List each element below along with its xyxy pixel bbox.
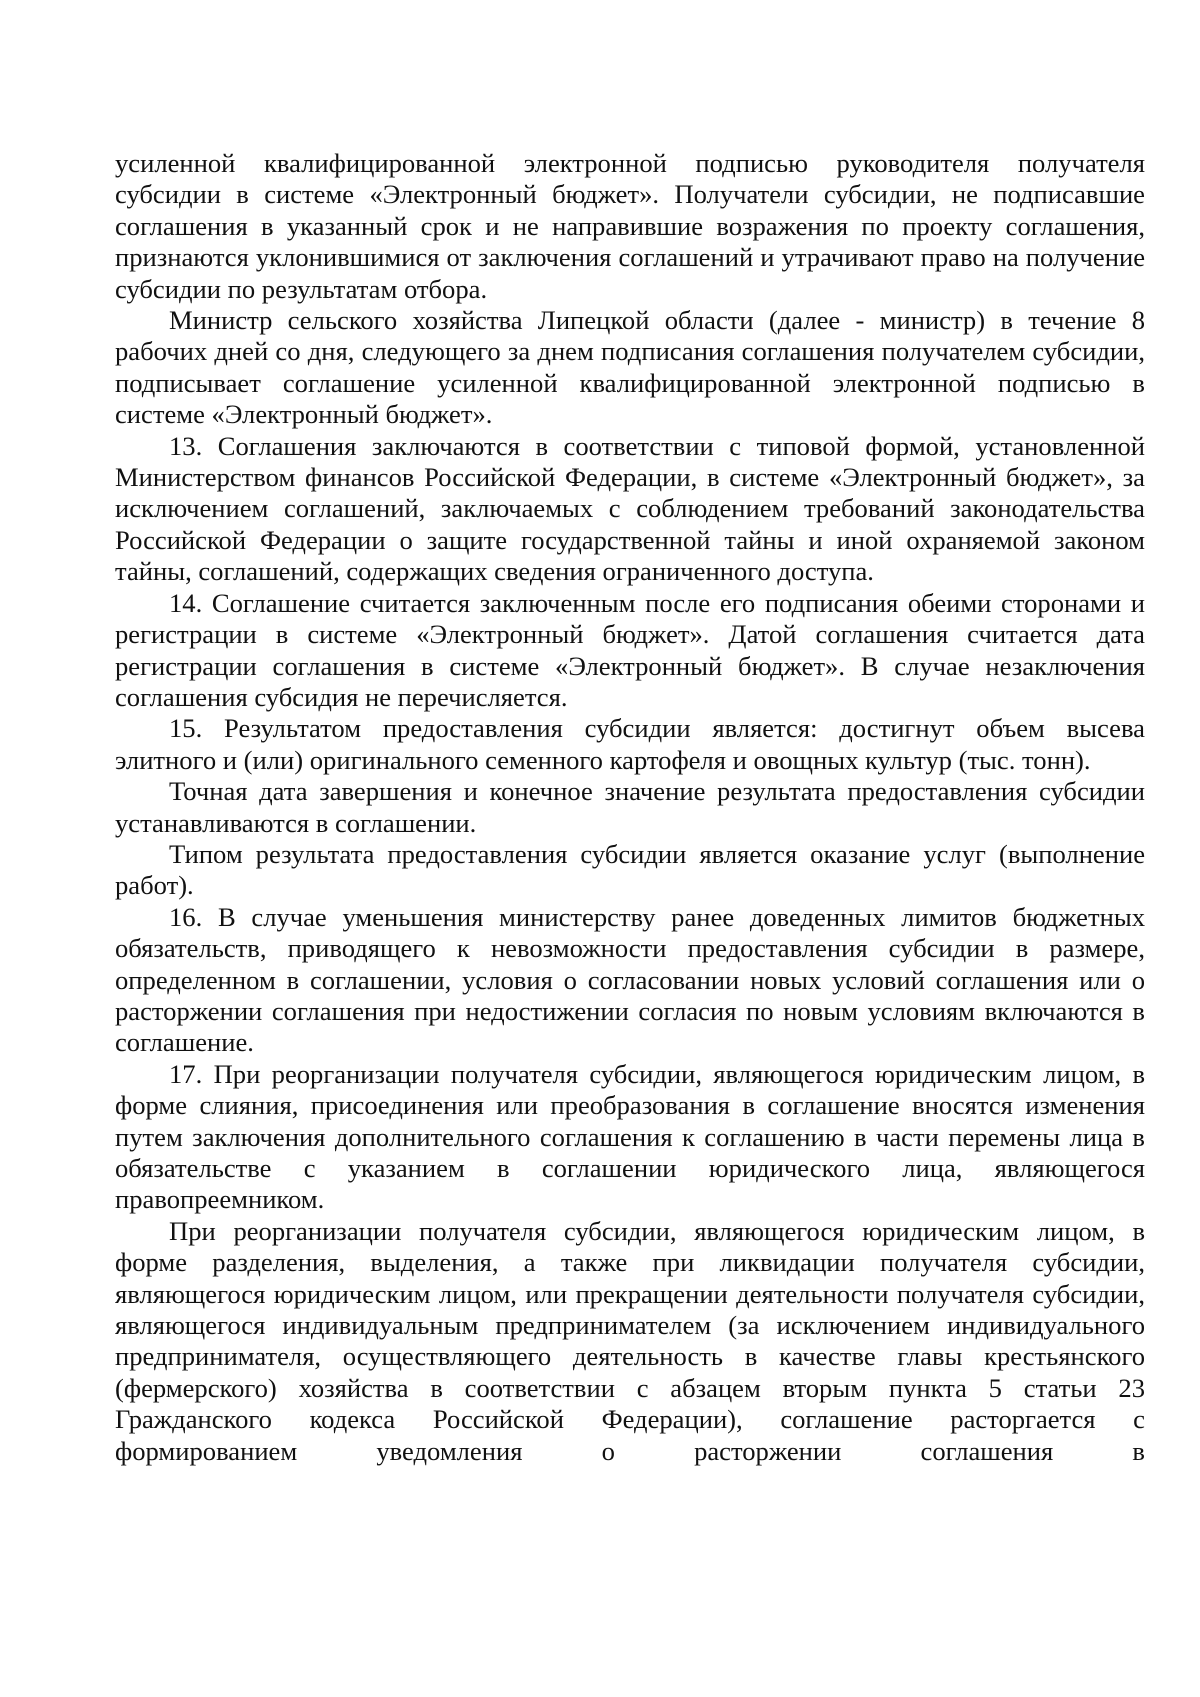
paragraph: При реорганизации получателя субсидии, являющегося юридическим лицом, в форме разделения, выделения, а также при ликвидации получателя субсидии, являющегося юридическим лицом, или прекращении деятельности получателя субсидии, являющегося индивидуальным предпринимателем (за исключением индивидуального предпринимателя, осуществляющего деятельность в качестве главы крестьянского (фермерского) хозяйства в соответствии с абзацем вторым пункта 5 статьи 23 Гражданского кодекса Российской Федерации), соглашение расторгается с формированием уведомления о расторжении соглашения в <box>115 1215 1145 1466</box>
paragraph: 16. В случае уменьшения министерству ранее доведенных лимитов бюджетных обязательств, приводящего к невозможности предоставления субсидии в размере, определенном в соглашении, условия о согласовании новых условий соглашения или о расторжении соглашения при недостижении согласия по новым условиям включаются в соглашение. <box>115 901 1145 1058</box>
paragraph: 15. Результатом предоставления субсидии является: достигнут объем высева элитного и (или) оригинального семенного картофеля и овощных культур (тыс. тонн). <box>115 713 1145 775</box>
paragraph: Министр сельского хозяйства Липецкой области (далее - министр) в течение 8 рабочих дней со дня, следующего за днем подписания соглашения получателем субсидии, подписывает соглашение усиленной квалифицированной электронной подписью в системе «Электронный бюджет». <box>115 305 1145 430</box>
paragraph: Точная дата завершения и конечное значение результата предоставления субсидии устанавливаются в соглашении. <box>115 776 1145 838</box>
paragraph: 14. Соглашение считается заключенным после его подписания обеими сторонами и регистрации в системе «Электронный бюджет». Датой соглашения считается дата регистрации соглашения в системе «Электронный бюджет». В случае незаключения соглашения субсидия не перечисляется. <box>115 587 1145 712</box>
paragraph: 17. При реорганизации получателя субсидии, являющегося юридическим лицом, в форме слияния, присоединения или преобразования в соглашение вносятся изменения путем заключения дополнительного соглашения к соглашению в части перемены лица в обязательстве с указанием в соглашении юридического лица, являющегося правопреемником. <box>115 1058 1145 1215</box>
document-body <box>115 148 1145 1467</box>
paragraph: 13. Соглашения заключаются в соответствии с типовой формой, установленной Министерством финансов Российской Федерации, в системе «Электронный бюджет», за исключением соглашений, заключаемых с соблюдением требований законодательства Российской Федерации о защите государственной тайны и иной охраняемой законом тайны, соглашений, содержащих сведения ограниченного доступа. <box>115 430 1145 587</box>
paragraph: Типом результата предоставления субсидии является оказание услуг (выполнение работ). <box>115 838 1145 901</box>
paragraph: усиленной квалифицированной электронной подписью руководителя получателя субсидии в системе «Электронный бюджет». Получатели субсидии, не подписавшие соглашения в указанный срок и не направившие возражения по проекту соглашения, признаются уклонившимися от заключения соглашений и утрачивают право на получение субсидии по результатам отбора. <box>115 148 1145 304</box>
